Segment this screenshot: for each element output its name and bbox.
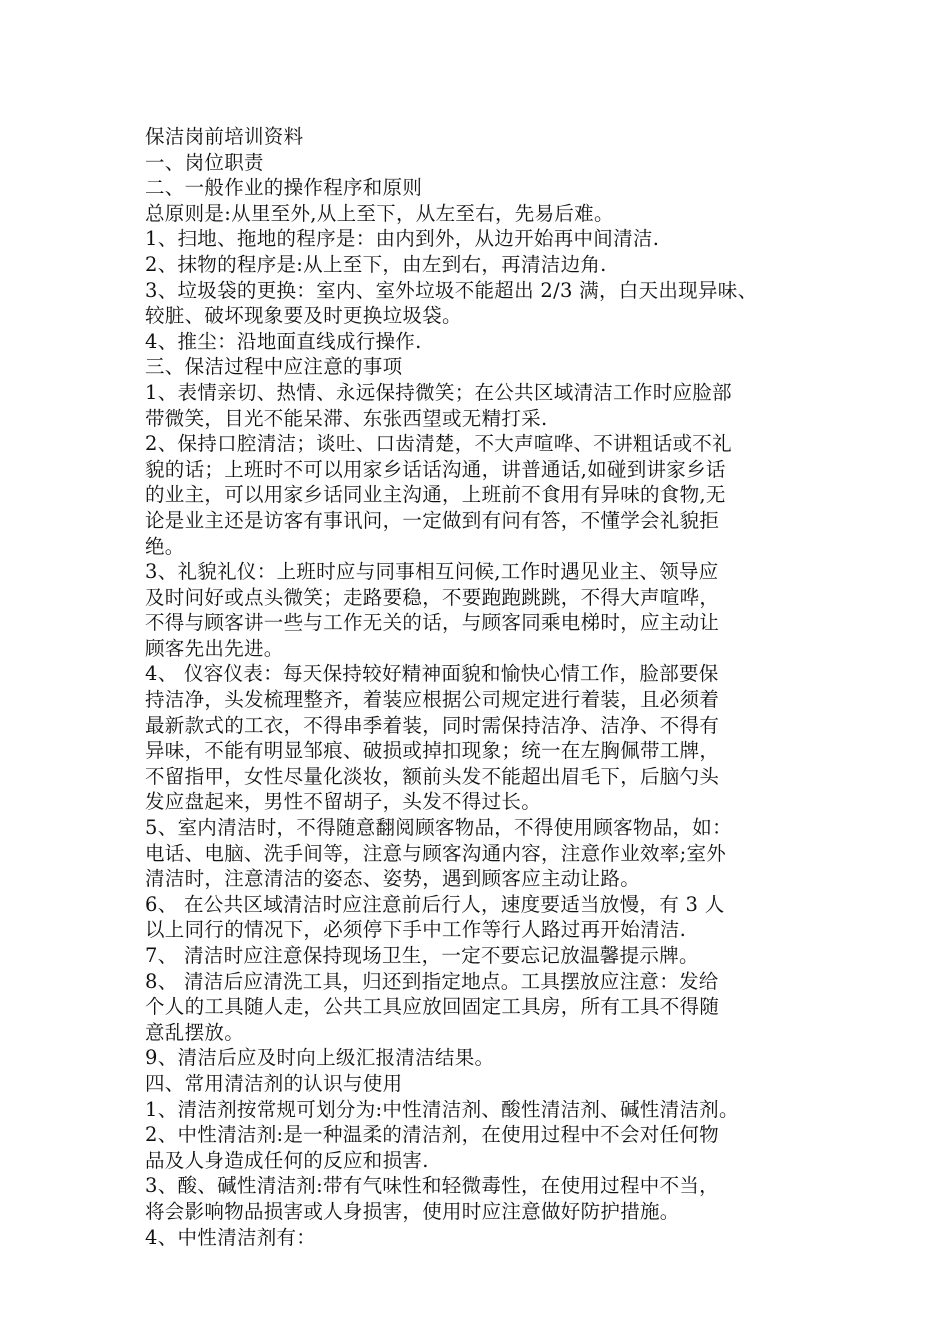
text-line: 4、推尘：沿地面直线成行操作.: [145, 329, 422, 353]
text-line: 总原则是:从里至外,从上至下，从左至右，先易后难。: [145, 201, 614, 225]
text-line: 6、 在公共区域清洁时应注意前后行人，速度要适当放慢，有 3 人: [145, 892, 725, 916]
doc-title: 保洁岗前培训资料: [145, 125, 304, 148]
text-line: 2、中性清洁剂:是一种温柔的清洁剂，在使用过程中不会对任何物: [145, 1123, 719, 1147]
document-page: [145, 124, 825, 1250]
text-line: 带微笑，目光不能呆滞、东张西望或无精打采.: [145, 406, 548, 430]
text-line: 品及人身造成任何的反应和损害.: [145, 1148, 429, 1172]
text-line: 3、酸、碱性清洁剂:带有气味性和轻微毒性，在使用过程中不当，: [145, 1174, 719, 1198]
text-line: 电话、电脑、洗手间等，注意与顾客沟通内容，注意作业效率;室外: [145, 841, 727, 865]
text-line: 3、礼貌礼仪：上班时应与同事相互问候,工作时遇见业主、领导应: [145, 560, 719, 584]
text-line: 1、清洁剂按常规可划分为:中性清洁剂、酸性清洁剂、碱性清洁剂。: [145, 1097, 739, 1121]
text-line: 2、保持口腔清洁；谈吐、口齿清楚，不大声喧哗、不讲粗话或不礼: [145, 432, 732, 456]
text-line: 异味，不能有明显邹痕、破损或掉扣现象；统一在左胸佩带工牌，: [145, 739, 720, 763]
text-line: 清洁时，注意清洁的姿态、姿势，遇到顾客应主动让路。: [145, 867, 641, 891]
text-line: 较脏、破坏现象要及时更换垃圾袋。: [145, 304, 462, 328]
text-line: 持洁净，头发梳理整齐，着装应根据公司规定进行着装，且必须着: [145, 688, 720, 712]
text-line: 4、 仪容仪表：每天保持较好精神面貌和愉快心情工作，脸部要保: [145, 662, 719, 686]
text-line: 绝。: [145, 534, 185, 558]
text-line: 发应盘起来，男性不留胡子，头发不得过长。: [145, 790, 542, 814]
text-line: 最新款式的工衣，不得串季着装，同时需保持洁净、洁净、不得有: [145, 713, 720, 737]
text-line: 8、 清洁后应清洗工具，归还到指定地点。工具摆放应注意：发给: [145, 969, 719, 993]
text-line: 以上同行的情况下，必须停下手中工作等行人路过再开始清洁.: [145, 918, 687, 942]
text-line: 意乱摆放。: [145, 1020, 245, 1044]
text-line: 论是业主还是访客有事讯问，一定做到有问有答，不懂学会礼貌拒: [145, 508, 720, 532]
text-line: 3、垃圾袋的更换：室内、室外垃圾不能超出 2/3 满，白天出现异味、: [145, 278, 758, 302]
text-line: 不得与顾客讲一些与工作无关的话，与顾客同乘电梯时，应主动让: [145, 611, 720, 635]
text-line: 貌的话；上班时不可以用家乡话话沟通，讲普通话,如碰到讲家乡话: [145, 457, 726, 481]
text-line: 5、室内清洁时，不得随意翻阅顾客物品，不得使用顾客物品，如：: [145, 816, 732, 840]
text-line: 的业主，可以用家乡话同业主沟通，上班前不食用有异味的食物,无: [145, 483, 726, 507]
section-heading: 四、常用清洁剂的认识与使用: [145, 1071, 403, 1095]
section-heading: 二、一般作业的操作程序和原则: [145, 176, 423, 200]
text-line: 个人的工具随人走，公共工具应放回固定工具房，所有工具不得随: [145, 995, 720, 1019]
text-line: 顾客先出先进。: [145, 636, 284, 660]
text-line: 7、 清洁时应注意保持现场卫生，一定不要忘记放温馨提示牌。: [145, 944, 699, 967]
text-line: 及时问好或点头微笑；走路要稳，不要跑跑跳跳，不得大声喧哗，: [145, 585, 720, 609]
text-line: 9、清洁后应及时向上级汇报清洁结果。: [145, 1046, 495, 1070]
text-line: 1、表情亲切、热情、永远保持微笑；在公共区域清洁工作时应脸部: [145, 380, 732, 404]
text-line: 将会影响物品损害或人身损害，使用时应注意做好防护措施。: [145, 1199, 680, 1223]
section-heading: 一、岗位职责: [145, 150, 264, 174]
text-line: 不留指甲，女性尽量化淡妆，额前头发不能超出眉毛下，后脑勺头: [145, 764, 720, 788]
text-line: 4、中性清洁剂有：: [145, 1225, 317, 1249]
section-heading: 三、保洁过程中应注意的事项: [145, 355, 403, 379]
text-line: 2、抹物的程序是:从上至下，由左到右，再清洁边角.: [145, 252, 607, 276]
text-line: 1、扫地、拖地的程序是：由内到外，从边开始再中间清洁.: [145, 227, 660, 251]
